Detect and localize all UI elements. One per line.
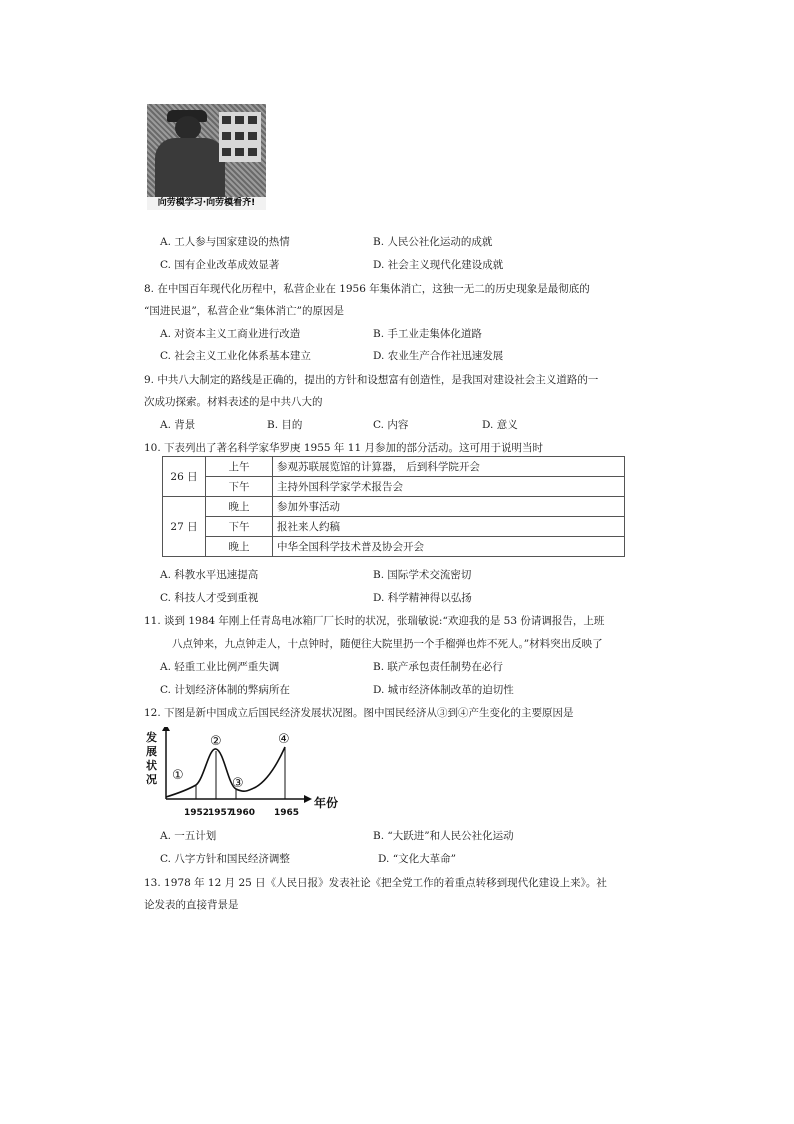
- table-row: [163, 457, 625, 477]
- schedule-table: [162, 456, 625, 557]
- q7-option-b: B. 人民公社化运动的成就: [373, 236, 493, 248]
- table-row: [163, 537, 625, 557]
- q13-stem-line2: 论发表的直接背景是: [144, 899, 239, 911]
- q10-stem: 10. 下表列出了著名科学家华罗庚 1955 年 11 月参加的部分活动。这可用于说明当时: [144, 442, 543, 454]
- q8-option-d: D. 农业生产合作社迅速发展: [373, 350, 504, 362]
- q13-stem-line1: 13. 1978 年 12 月 25 日《人民日报》发表社论《把全党工作的着重点转移到现代化建设上来》。社: [144, 877, 607, 889]
- q11-stem-line1: 11. 谈到 1984 年刚上任青岛电冰箱厂厂长时的状况，张瑞敏说:“欢迎我的是 53 份请调报告，上班: [144, 615, 605, 627]
- activity-cell: 主持外国科学家学术报告会: [273, 477, 625, 497]
- time-cell: 晚上: [206, 497, 273, 517]
- q11-option-d: D. 城市经济体制改革的迫切性: [373, 684, 514, 696]
- q9-option-c: C. 内容: [373, 419, 409, 431]
- q7-option-d: D. 社会主义现代化建设成就: [373, 259, 504, 271]
- table-row: [163, 477, 625, 497]
- x-tick-label: 1960: [230, 808, 256, 818]
- time-cell: 下午: [206, 517, 273, 537]
- y-axis-label-char: 状: [146, 759, 157, 772]
- day-cell: 27 日: [163, 497, 206, 557]
- activity-cell: 中华全国科学技术普及协会开会: [273, 537, 625, 557]
- q8-option-b: B. 手工业走集体化道路: [373, 328, 482, 340]
- q10-option-b: B. 国际学术交流密切: [373, 569, 472, 581]
- q8-stem-line1: 8. 在中国百年现代化历程中，私营企业在 1956 年集体消亡，这独一无二的历史现象是最彻底的: [144, 283, 590, 295]
- time-cell: 上午: [206, 457, 273, 477]
- q11-option-a: A. 轻重工业比例严重失调: [160, 661, 280, 673]
- marker-1: ①: [172, 768, 184, 783]
- q10-option-c: C. 科技人才受到重视: [160, 592, 259, 604]
- y-axis-arrow: [162, 727, 170, 731]
- time-cell: 下午: [206, 477, 273, 497]
- x-axis-label: 年份: [314, 796, 339, 810]
- q10-option-a: A. 科教水平迅速提高: [160, 569, 259, 581]
- q8-option-c: C. 社会主义工业化体系基本建立: [160, 350, 311, 362]
- marker-2: ②: [210, 734, 222, 749]
- day-cell: 26 日: [163, 457, 206, 497]
- activity-cell: 参观苏联展览馆的计算器， 后到科学院开会: [273, 457, 625, 477]
- marker-4: ④: [278, 732, 290, 747]
- q9-option-d: D. 意义: [482, 419, 518, 431]
- time-cell: 晚上: [206, 537, 273, 557]
- propaganda-poster-image: [147, 104, 266, 210]
- q11-option-b: B. 联产承包责任制势在必行: [373, 661, 503, 673]
- q12-stem: 12. 下图是新中国成立后国民经济发展状况图。图中国民经济从③到④产生变化的主要原因是: [144, 707, 574, 719]
- x-tick-label: 1957: [208, 808, 234, 818]
- q11-option-c: C. 计划经济体制的弊病所在: [160, 684, 290, 696]
- activity-cell: 参加外事活动: [273, 497, 625, 517]
- x-axis-arrow: [304, 795, 312, 803]
- y-axis-label-char: 况: [146, 773, 157, 786]
- q9-stem-line1: 9. 中共八大制定的路线是正确的，提出的方针和设想富有创造性，是我国对建设社会主义道路的一: [144, 374, 599, 386]
- q12-option-c: C. 八字方针和国民经济调整: [160, 853, 290, 865]
- table-row: [163, 497, 625, 517]
- table-row: [163, 517, 625, 537]
- economy-trend-graph: [144, 727, 344, 820]
- y-axis-label-char: 发: [146, 731, 157, 744]
- q7-option-a: A. 工人参与国家建设的热情: [160, 236, 290, 248]
- q12-option-b: B. “大跃进”和人民公社化运动: [373, 830, 514, 842]
- marker-3: ③: [232, 776, 244, 791]
- q11-stem-line2: 八点钟来，九点钟走人，十点钟时，随便往大院里扔一个手榴弹也炸不死人。”材料突出反映了: [172, 638, 603, 650]
- activity-cell: 报社来人约稿: [273, 517, 625, 537]
- q9-option-a: A. 背景: [160, 419, 196, 431]
- q12-option-a: A. 一五计划: [160, 830, 217, 842]
- q9-stem-line2: 次成功探索。材料表述的是中共八大的: [144, 396, 323, 408]
- q8-option-a: A. 对资本主义工商业进行改造: [160, 328, 301, 340]
- q12-option-d: D. “文化大革命”: [378, 853, 456, 865]
- q8-stem-line2: “国进民退”，私营企业“集体消亡”的原因是: [144, 305, 344, 317]
- q9-option-b: B. 目的: [267, 419, 303, 431]
- q7-option-c: C. 国有企业改革成效显著: [160, 259, 280, 271]
- x-tick-label: 1965: [274, 808, 300, 818]
- q10-option-d: D. 科学精神得以弘扬: [373, 592, 472, 604]
- trend-curve: [166, 747, 285, 797]
- x-tick-label: 1952: [184, 808, 210, 818]
- poster-caption: 向劳模学习·向劳模看齐!: [147, 197, 266, 210]
- y-axis-label-char: 展: [146, 745, 157, 758]
